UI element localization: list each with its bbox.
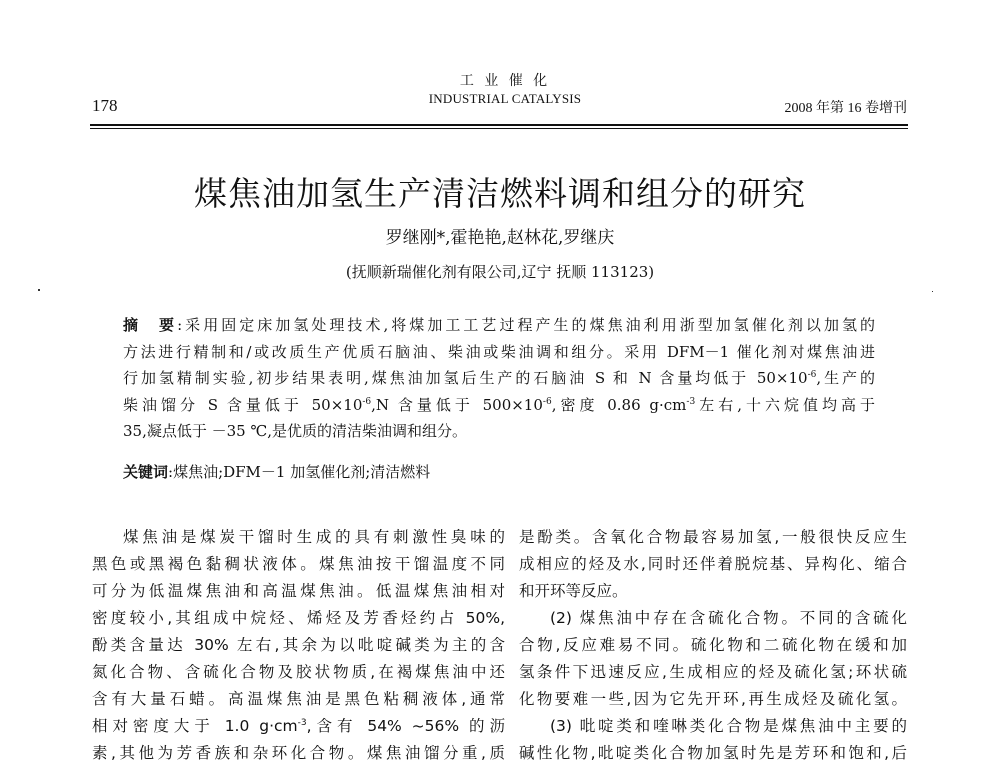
article-title: 煤焦油加氢生产清洁燃料调和组分的研究	[194, 174, 806, 213]
scan-speck	[932, 291, 933, 292]
body-line: (3) 吡啶类和喹啉类化合物是煤焦油中主要的	[550, 717, 907, 735]
keywords-label: 关键词	[123, 463, 169, 481]
body-line: 黑色或黑褐色黏稠状液体。煤焦油按干馏温度不同	[92, 555, 505, 573]
body-line: 酚类含量达 30% 左右,其余为以吡啶碱类为主的含	[92, 636, 505, 654]
body-line: 氢条件下迅速反应,生成相应的烃及硫化氢;环状硫	[519, 663, 907, 681]
body-line: 合物,反应难易不同。硫化物和二硫化物在缓和加	[519, 636, 907, 654]
header-rule-thin	[90, 128, 908, 129]
body-line: 含有大量石蜡。高温煤焦油是黑色粘稠液体,通常	[92, 690, 505, 708]
journal-masthead	[400, 72, 610, 108]
abstract	[123, 312, 875, 445]
keywords-text: :煤焦油;DFM－1 加氢催化剂;清洁燃料	[168, 463, 431, 481]
abstract-line: 35,凝点低于 －35 ℃,是优质的清洁柴油调和组分。	[123, 422, 468, 440]
body-line: 氮化合物、含硫化合物及胶状物质,在褐煤焦油中还	[92, 663, 505, 681]
body-line: 是酚类。含氧化合物最容易加氢,一般很快反应生	[519, 528, 907, 546]
body-line: 煤焦油是煤炭干馏时生成的具有刺激性臭味的	[123, 528, 505, 546]
body-line: 化物要难一些,因为它先开环,再生成烃及硫化氢。	[519, 690, 907, 708]
issue-info: 2008 年第 16 卷增刊	[784, 101, 907, 116]
body-column-left	[92, 524, 505, 767]
journal-name-cn: 工 业 催 化	[459, 73, 551, 89]
body-line: (2) 煤焦油中存在含硫化合物。不同的含硫化	[550, 609, 907, 627]
body-line: 和开环等反应。	[519, 582, 628, 600]
journal-name-en: INDUSTRIAL CATALYSIS	[428, 91, 582, 106]
body-line: 可分为低温煤焦油和高温煤焦油。低温煤焦油相对	[92, 582, 505, 600]
body-line: 素,其他为芳香族和杂环化合物。煤焦油馏分重,质	[92, 744, 505, 762]
scan-speck	[38, 289, 40, 291]
body-line: 成相应的烃及水,同时还伴着脱烷基、异构化、缩合	[519, 555, 907, 573]
article-authors: 罗继刚*,霍艳艳,赵林花,罗继庆	[385, 228, 615, 248]
abstract-line: 柴油馏分 S 含量低于 $50\times 10^{-6},N$ 含量低于 $500\times 10^{-6}$,密度 0.86 $g\cdot cm^{-3}$左右,十六烷值均高于	[123, 395, 875, 414]
body-line: 密度较小,其组成中烷烃、烯烃及芳香烃约占 50%,	[92, 609, 505, 627]
body-line: 碱性化物,吡啶类化合物加氢时先是芳环和饱和,后	[519, 744, 907, 762]
keywords	[123, 460, 875, 484]
abstract-label: 摘 要	[123, 316, 178, 334]
page-number: 178	[92, 96, 118, 115]
abstract-line: 方法进行精制和/或改质生产优质石脑油、柴油或柴油调和组分。采用 DFM－1 催化剂对煤焦油进	[123, 342, 875, 361]
abstract-line: 行加氢精制实验,初步结果表明,煤焦油加氢后生产的石脑油 S 和 N 含量均低于 $50\times 10^{-6}$,生产的	[123, 369, 875, 387]
abstract-line: 摘 要:采用固定床加氢处理技术,将煤加工工艺过程产生的煤焦油利用浙型加氢催化剂以加氢的	[123, 316, 875, 334]
article-affiliation: (抚顺新瑞催化剂有限公司,辽宁 抚顺 113123)	[345, 263, 655, 281]
body-column-right	[519, 524, 907, 767]
body-line: 相对密度大于 1.0 $g\cdot cm^{-3}$,含有 54% ~56% 的沥	[92, 717, 505, 735]
